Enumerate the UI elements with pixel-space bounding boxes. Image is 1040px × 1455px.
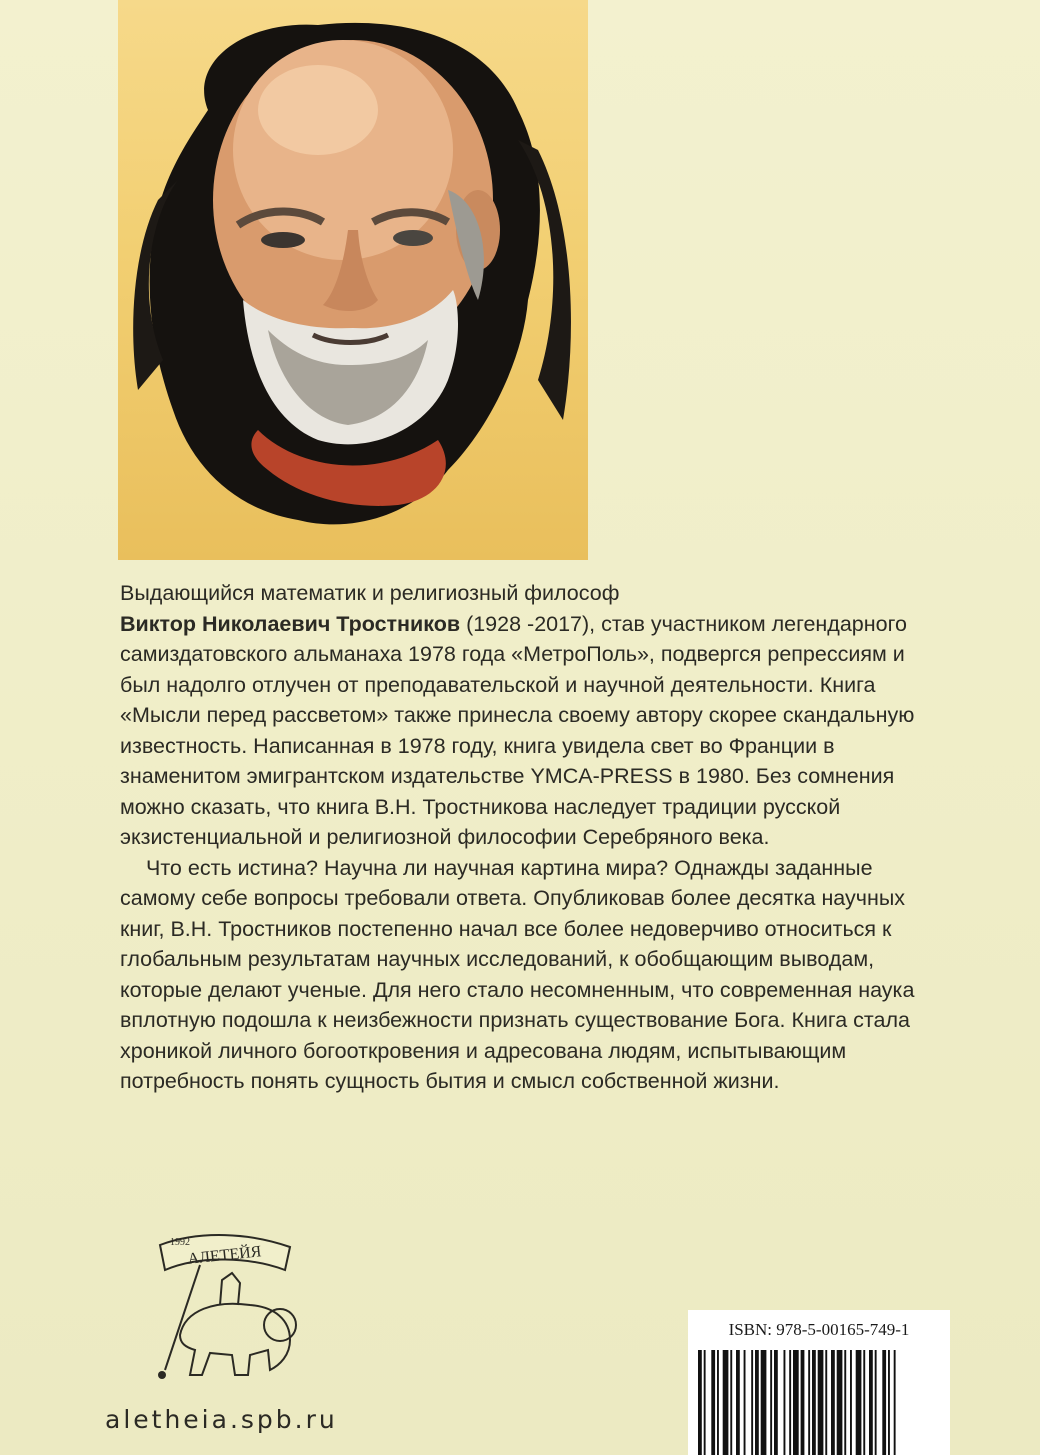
isbn-label: ISBN: 978-5-00165-749-1 bbox=[728, 1320, 910, 1339]
isbn-barcode bbox=[688, 1310, 950, 1455]
description-paragraph-1 bbox=[120, 578, 920, 853]
author-name: Виктор Николаевич Тростников bbox=[120, 611, 461, 636]
book-description bbox=[120, 578, 920, 1097]
description-intro: Выдающийся математик и религиозный философ bbox=[120, 581, 620, 605]
description-body: (1928 -2017), став участником легендарного самиздатовского альманаха 1978 года «МетроПоль», подвергся репрессиям и был надолго отлучен от преподавательской и научной деятельности. Книга «Мысли перед рассветом» также принесла своему автору скорее скандальную известность. Написанная в 1978 году, книга увидела свет во Франции в знаменитом эмигрантском издательстве YMCA-PRESS в 1980. Без сомнения можно сказать, что книга В.Н. Тростникова наследует традиции русской экзистенциальной и религиозной философии Серебряного века. bbox=[120, 611, 915, 849]
description-paragraph-2: Что есть истина? Научна ли научная картина мира? Однажды заданные самому себе вопросы требовали ответа. Опубликовав более десятка научных книг, В.Н. Тростников постепенно начал все более недоверчиво относиться к глобальным результатам научных исследований, к обобщающим выводам, которые делают ученые. Для него стало несомненным, что современная наука вплотную подошла к неизбежности признать существование Бога. Книга стала хроникой личного богооткровения и адресована людям, испытывающим потребность понять сущность бытия и смысл собственной жизни. bbox=[120, 855, 915, 1093]
publisher-website: aletheia.spb.ru bbox=[105, 1405, 338, 1434]
logo-banner-text: АЛЕТЕЙЯ bbox=[186, 1243, 263, 1268]
publisher-logo bbox=[140, 1225, 320, 1385]
logo-year: 1992 bbox=[170, 1237, 190, 1248]
barcode-bars bbox=[698, 1350, 940, 1455]
author-portrait bbox=[118, 0, 588, 560]
